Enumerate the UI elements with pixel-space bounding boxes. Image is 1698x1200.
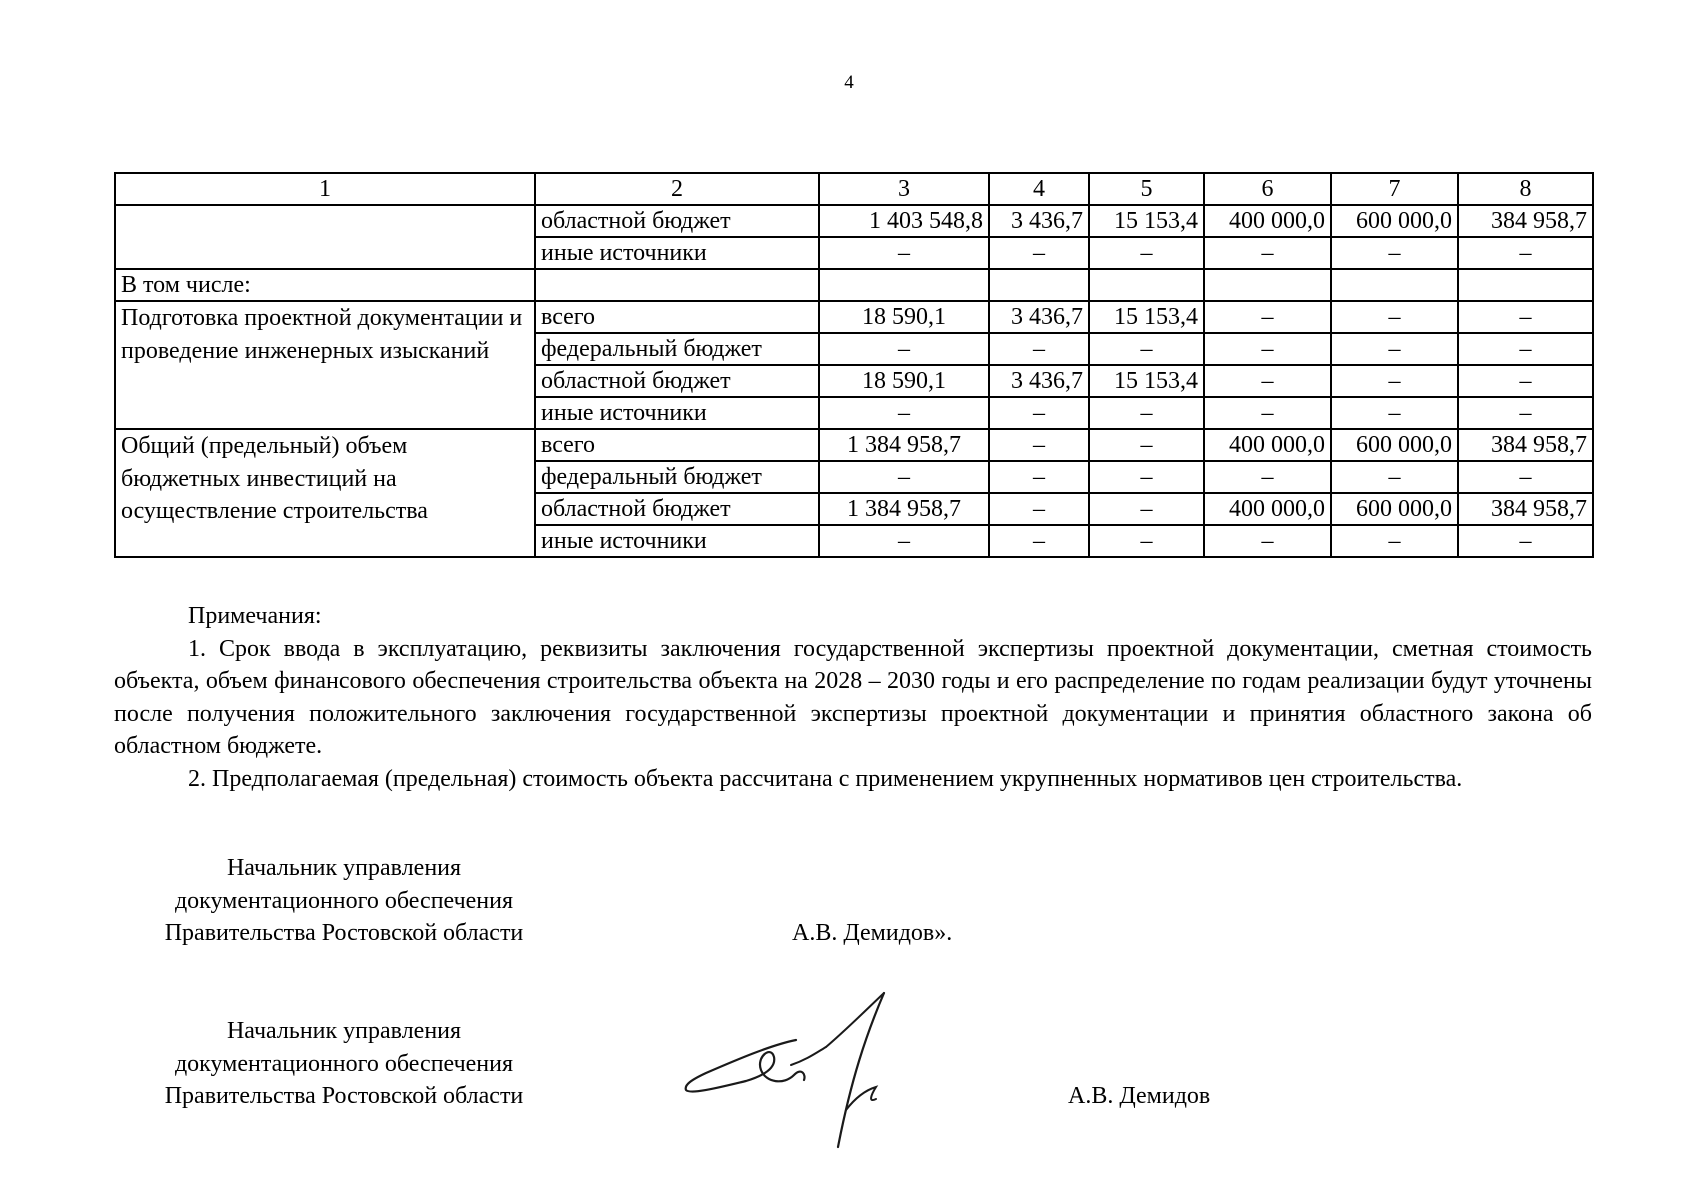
value-cell: 15 153,4	[1089, 301, 1204, 333]
value-cell: –	[1089, 429, 1204, 461]
value-cell: –	[989, 237, 1089, 269]
table-row	[115, 301, 1593, 333]
value-cell: –	[1204, 237, 1331, 269]
signatory-position: Начальник управления документационного обеспечения Правительства Ростовской области	[164, 855, 524, 947]
column-header: 7	[1331, 173, 1458, 205]
table-row	[115, 205, 1593, 237]
value-cell: 3 436,7	[989, 365, 1089, 397]
value-cell: –	[1331, 461, 1458, 493]
column-header: 3	[819, 173, 989, 205]
source-cell: федеральный бюджет	[535, 333, 819, 365]
source-cell: федеральный бюджет	[535, 461, 819, 493]
value-cell: –	[1331, 397, 1458, 429]
value-cell: –	[1204, 397, 1331, 429]
value-cell: –	[1089, 397, 1204, 429]
value-cell: –	[1089, 493, 1204, 525]
value-cell: –	[1458, 397, 1593, 429]
note-item: 1. Срок ввода в эксплуатацию, реквизиты заключения государственной экспертизы проектной документации, сметная стоимость объекта, объем финансового обеспечения строительства объекта на 2028 – 2030 годы и его распределение по годам реализации будут уточнены после получения положительного заключения государственной экспертизы проектной документации и принятия областного закона об областном бюджете.	[114, 635, 1592, 760]
value-cell: –	[1089, 333, 1204, 365]
column-header: 1	[115, 173, 535, 205]
table-row	[115, 429, 1593, 461]
notes-title: Примечания:	[188, 603, 322, 629]
value-cell: –	[989, 525, 1089, 557]
value-cell: –	[1458, 525, 1593, 557]
value-cell: –	[1458, 301, 1593, 333]
column-header: 5	[1089, 173, 1204, 205]
column-header: 4	[989, 173, 1089, 205]
value-cell: 600 000,0	[1331, 429, 1458, 461]
column-header: 8	[1458, 173, 1593, 205]
value-cell: 384 958,7	[1458, 493, 1593, 525]
value-cell: 1 403 548,8	[819, 205, 989, 237]
value-cell: –	[1331, 301, 1458, 333]
value-cell: 3 436,7	[989, 301, 1089, 333]
value-cell: 15 153,4	[1089, 365, 1204, 397]
source-cell: областной бюджет	[535, 205, 819, 237]
signatory-position: Начальник управления документационного обеспечения Правительства Ростовской области	[164, 1018, 524, 1110]
in-that-number-label: В том числе:	[115, 269, 535, 301]
column-header: 2	[535, 173, 819, 205]
value-cell: –	[819, 461, 989, 493]
value-cell: 15 153,4	[1089, 205, 1204, 237]
table-header-row	[115, 173, 1593, 205]
column-header: 6	[1204, 173, 1331, 205]
page-number: 4	[844, 72, 854, 93]
table-row	[115, 269, 1593, 301]
value-cell: –	[989, 429, 1089, 461]
value-cell: –	[1204, 525, 1331, 557]
value-cell: 600 000,0	[1331, 205, 1458, 237]
value-cell: –	[989, 397, 1089, 429]
value-cell: –	[1204, 333, 1331, 365]
value-cell: –	[1458, 333, 1593, 365]
source-cell: иные источники	[535, 525, 819, 557]
value-cell: –	[989, 461, 1089, 493]
value-cell: –	[1331, 525, 1458, 557]
value-cell: –	[1204, 301, 1331, 333]
value-cell: 400 000,0	[1204, 205, 1331, 237]
value-cell: –	[1204, 365, 1331, 397]
value-cell: –	[1331, 365, 1458, 397]
value-cell: –	[819, 525, 989, 557]
value-cell: –	[1331, 237, 1458, 269]
value-cell: –	[1089, 237, 1204, 269]
value-cell: 600 000,0	[1331, 493, 1458, 525]
source-cell: областной бюджет	[535, 365, 819, 397]
value-cell: –	[1089, 461, 1204, 493]
value-cell: 3 436,7	[989, 205, 1089, 237]
source-cell: всего	[535, 429, 819, 461]
value-cell: –	[1458, 461, 1593, 493]
signatory-name: А.В. Демидов	[1068, 1083, 1211, 1109]
value-cell: –	[1089, 525, 1204, 557]
group-name-cell: Подготовка проектной документации и проведение инженерных изысканий	[115, 301, 535, 429]
value-cell: –	[819, 237, 989, 269]
value-cell: 400 000,0	[1204, 493, 1331, 525]
value-cell: 384 958,7	[1458, 429, 1593, 461]
source-cell: иные источники	[535, 237, 819, 269]
empty-name-cell	[115, 205, 535, 269]
budget-table	[114, 172, 1594, 558]
source-cell: иные источники	[535, 397, 819, 429]
value-cell: 1 384 958,7	[819, 429, 989, 461]
source-cell: всего	[535, 301, 819, 333]
value-cell: 18 590,1	[819, 365, 989, 397]
note-item: 2. Предполагаемая (предельная) стоимость объекта рассчитана с применением укрупненных нормативов цен строительства.	[188, 765, 1463, 792]
group-name-cell: Общий (предельный) объем бюджетных инвестиций на осуществление строительства	[115, 429, 535, 557]
value-cell: 384 958,7	[1458, 205, 1593, 237]
value-cell: –	[819, 397, 989, 429]
value-cell: –	[989, 333, 1089, 365]
value-cell: 1 384 958,7	[819, 493, 989, 525]
value-cell: –	[1204, 461, 1331, 493]
value-cell: 400 000,0	[1204, 429, 1331, 461]
value-cell: –	[989, 493, 1089, 525]
value-cell: –	[1458, 237, 1593, 269]
notes-section	[114, 600, 1592, 796]
value-cell: –	[1458, 365, 1593, 397]
source-cell: областной бюджет	[535, 493, 819, 525]
handwritten-signature	[676, 985, 936, 1155]
value-cell: 18 590,1	[819, 301, 989, 333]
value-cell: –	[819, 333, 989, 365]
value-cell: –	[1331, 333, 1458, 365]
signatory-name: А.В. Демидов».	[792, 920, 953, 946]
